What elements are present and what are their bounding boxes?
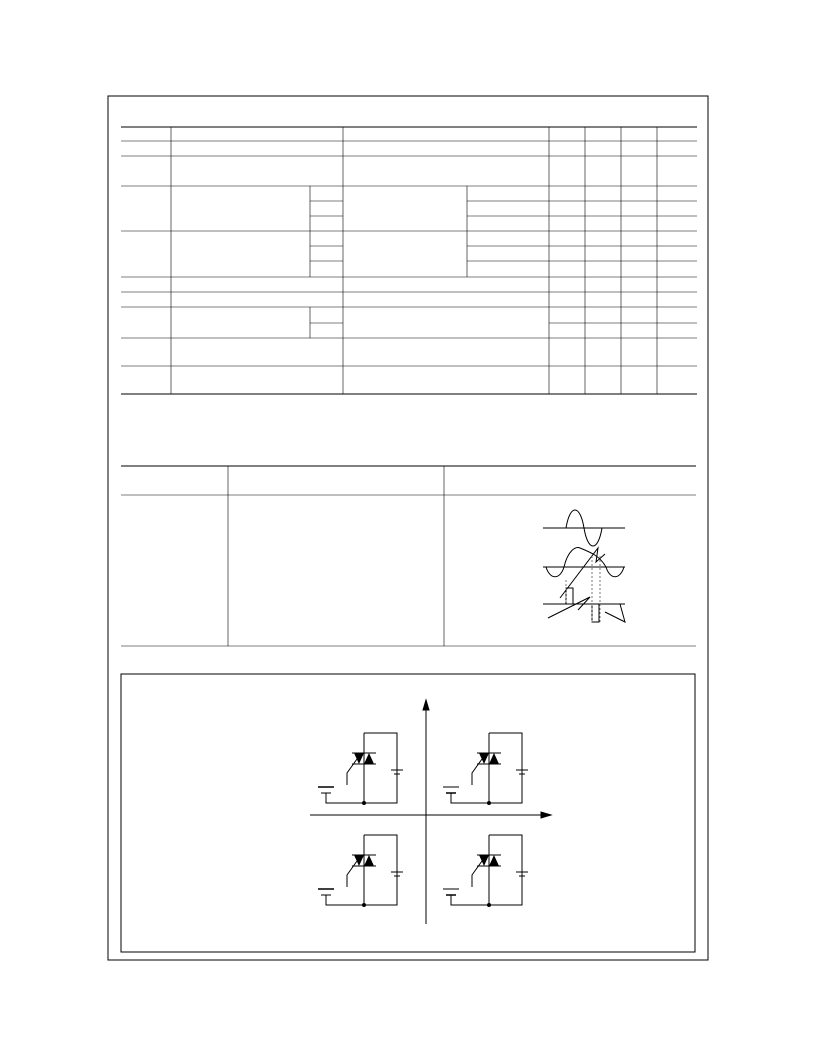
waveform-table [121,466,696,646]
triac-quadrant-II [318,733,403,805]
triac-quadrant-I [443,733,528,805]
quadrant-axes [310,700,551,924]
triac-quadrant-IV [443,835,528,907]
waveform-figure [543,510,625,624]
quadrant-diagram-box [121,674,695,952]
characteristics-table [121,127,697,394]
triac-quadrant-III [318,835,403,907]
